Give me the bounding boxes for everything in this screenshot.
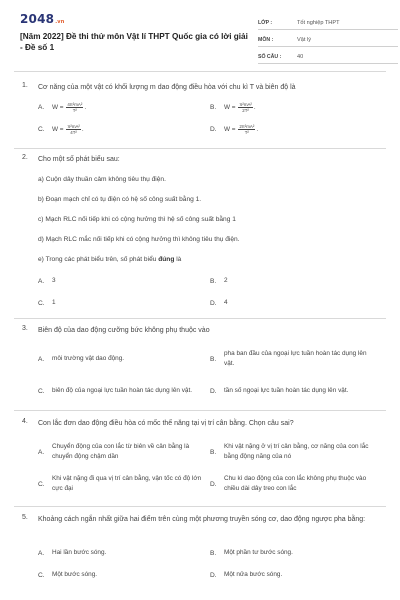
- option-letter: B.: [210, 355, 217, 363]
- option-text: 3: [52, 277, 56, 284]
- statement-d: d) Mạch RLC mắc nối tiếp khi có cộng hưởng thì không tiêu thụ điện.: [38, 236, 240, 243]
- question-1: [14, 82, 386, 142]
- statement-e: e) Trong các phát biểu trên, số phát biểu đúng là: [38, 256, 182, 263]
- option-b[interactable]: [210, 548, 378, 558]
- option-text: 1: [52, 299, 56, 306]
- question-number: 3.: [22, 325, 28, 332]
- option-c[interactable]: [38, 298, 206, 308]
- option-b[interactable]: [210, 102, 378, 113]
- option-letter: C.: [38, 387, 45, 395]
- option-c[interactable]: [38, 570, 206, 580]
- question-text: Cơ năng của một vật có khối lượng m dao động điều hòa với chu kì T và biên độ là: [38, 84, 296, 91]
- option-letter: D.: [210, 299, 217, 307]
- meta-row-subject: [258, 30, 398, 47]
- option-letter: D.: [210, 126, 217, 134]
- meta-row-class: [258, 13, 398, 30]
- option-letter: C.: [38, 299, 45, 307]
- option-letter: D.: [210, 480, 217, 488]
- option-letter: A.: [38, 549, 45, 557]
- option-d[interactable]: [210, 124, 378, 135]
- option-letter: B.: [210, 104, 217, 112]
- option-d[interactable]: [210, 381, 378, 401]
- option-b[interactable]: [210, 349, 378, 369]
- meta-value: Vật lý: [297, 37, 311, 43]
- question-text: Khoảng cách ngắn nhất giữa hai điểm trên cùng một phương truyền sóng cơ, dao động ngược pha bằng:: [38, 516, 366, 523]
- option-formula: W = $\frac{\text{2π²mA²}}{\text{T²}}$ .: [224, 124, 259, 135]
- option-text: Hai lần bước sóng.: [52, 549, 107, 556]
- question-number: 4.: [22, 418, 28, 425]
- option-b[interactable]: [210, 276, 378, 286]
- statement-a: a) Cuộn dây thuần cảm không tiêu thụ điện.: [38, 176, 166, 183]
- meta-key: SỐ CÂU :: [258, 54, 282, 60]
- meta-value: 40: [297, 54, 304, 60]
- option-a[interactable]: [38, 548, 206, 558]
- question-text: Con lắc đơn dao động điều hòa có mốc thế năng tại vị trí cân bằng. Chọn câu sai?: [38, 420, 294, 427]
- option-text: 2: [224, 277, 228, 284]
- option-text: tần số ngoại lực tuần hoàn tác dụng lên vật.: [224, 387, 349, 394]
- question-4: [14, 418, 386, 502]
- logo-text: 2048: [20, 12, 55, 26]
- divider: [14, 148, 386, 149]
- document-title: [Năm 2022] Đề thi thử môn Vật lí THPT Quốc gia có lời giải - Đề số 1: [20, 32, 248, 52]
- option-formula: W = $\frac{\text{π²mA²}}{\text{4T²}}$ .: [52, 124, 84, 135]
- option-letter: A.: [38, 355, 45, 363]
- option-text: Khi vật nặng đi qua vị trí cân bằng, vận tốc có độ lớn cực đại: [52, 475, 202, 492]
- option-letter: D.: [210, 387, 217, 395]
- option-c[interactable]: [38, 124, 206, 135]
- question-number: 5.: [22, 514, 28, 521]
- option-formula: W = $\frac{\text{π²mA²}}{\text{2T²}}$ .: [224, 102, 256, 113]
- meta-key: LỚP :: [258, 20, 273, 26]
- option-text: môi trường vật dao động.: [52, 355, 125, 362]
- question-number: 2.: [22, 154, 28, 161]
- option-b[interactable]: [210, 442, 378, 462]
- option-letter: B.: [210, 448, 217, 456]
- divider: [14, 506, 386, 507]
- option-a[interactable]: [38, 442, 206, 462]
- worksheet-header: [14, 0, 386, 72]
- meta-value: Tốt nghiệp THPT: [297, 20, 340, 26]
- question-number: 1.: [22, 82, 28, 89]
- option-d[interactable]: [210, 298, 378, 308]
- statement-c: c) Mạch RLC nối tiếp khi có cộng hưởng thì hệ số công suất bằng 1: [38, 216, 236, 223]
- option-letter: C.: [38, 126, 45, 134]
- option-formula: W = $\frac{\text{4π²mA²}}{\text{T²}}$ .: [52, 102, 87, 113]
- meta-table: [258, 13, 398, 64]
- option-letter: A.: [38, 448, 45, 456]
- statement-b: b) Đoạn mạch chỉ có tụ điện có hệ số công suất bằng 1.: [38, 196, 202, 203]
- option-c[interactable]: [38, 474, 206, 494]
- divider: [14, 318, 386, 319]
- option-d[interactable]: [210, 474, 378, 494]
- meta-row-count: [258, 47, 398, 64]
- option-text: Một nửa bước sóng.: [224, 571, 283, 578]
- option-text: Khi vật nặng ở vị trí cân bằng, cơ năng của con lắc bằng động năng của nó: [224, 443, 369, 460]
- option-text: biên độ của ngoại lực tuần hoàn tác dụng lên vật.: [52, 387, 193, 394]
- question-text: Biên độ của dao động cưỡng bức không phụ thuộc vào: [38, 327, 210, 334]
- option-text: Chuyển động của con lắc từ biên về cân bằng là chuyển động chậm dần: [52, 443, 190, 460]
- site-logo[interactable]: [20, 12, 65, 26]
- option-text: pha ban đầu của ngoại lực tuần hoàn tác dụng lên vật.: [224, 350, 367, 367]
- option-letter: D.: [210, 571, 217, 579]
- option-text: 4: [224, 299, 228, 306]
- option-a[interactable]: [38, 349, 206, 369]
- option-letter: C.: [38, 571, 45, 579]
- option-c[interactable]: [38, 381, 206, 401]
- option-a[interactable]: [38, 276, 206, 286]
- option-a[interactable]: [38, 102, 206, 113]
- option-text: Chu kì dao động của con lắc không phụ thuộc vào chiều dài dây treo con lắc: [224, 475, 367, 492]
- option-text: Một bước sóng.: [52, 571, 98, 578]
- question-5: [14, 514, 386, 594]
- option-letter: C.: [38, 480, 45, 488]
- question-3: [14, 325, 386, 405]
- option-text: Một phần tư bước sóng.: [224, 549, 293, 556]
- question-2: [14, 154, 386, 314]
- emphasis-correct: đúng: [158, 256, 175, 263]
- logo-suffix: .vn: [55, 19, 65, 25]
- divider: [14, 410, 386, 411]
- option-letter: B.: [210, 549, 217, 557]
- option-letter: B.: [210, 277, 217, 285]
- option-letter: A.: [38, 104, 45, 112]
- question-text: Cho một số phát biểu sau:: [38, 156, 120, 163]
- option-letter: A.: [38, 277, 45, 285]
- meta-key: MÔN :: [258, 37, 274, 43]
- option-d[interactable]: [210, 570, 378, 580]
